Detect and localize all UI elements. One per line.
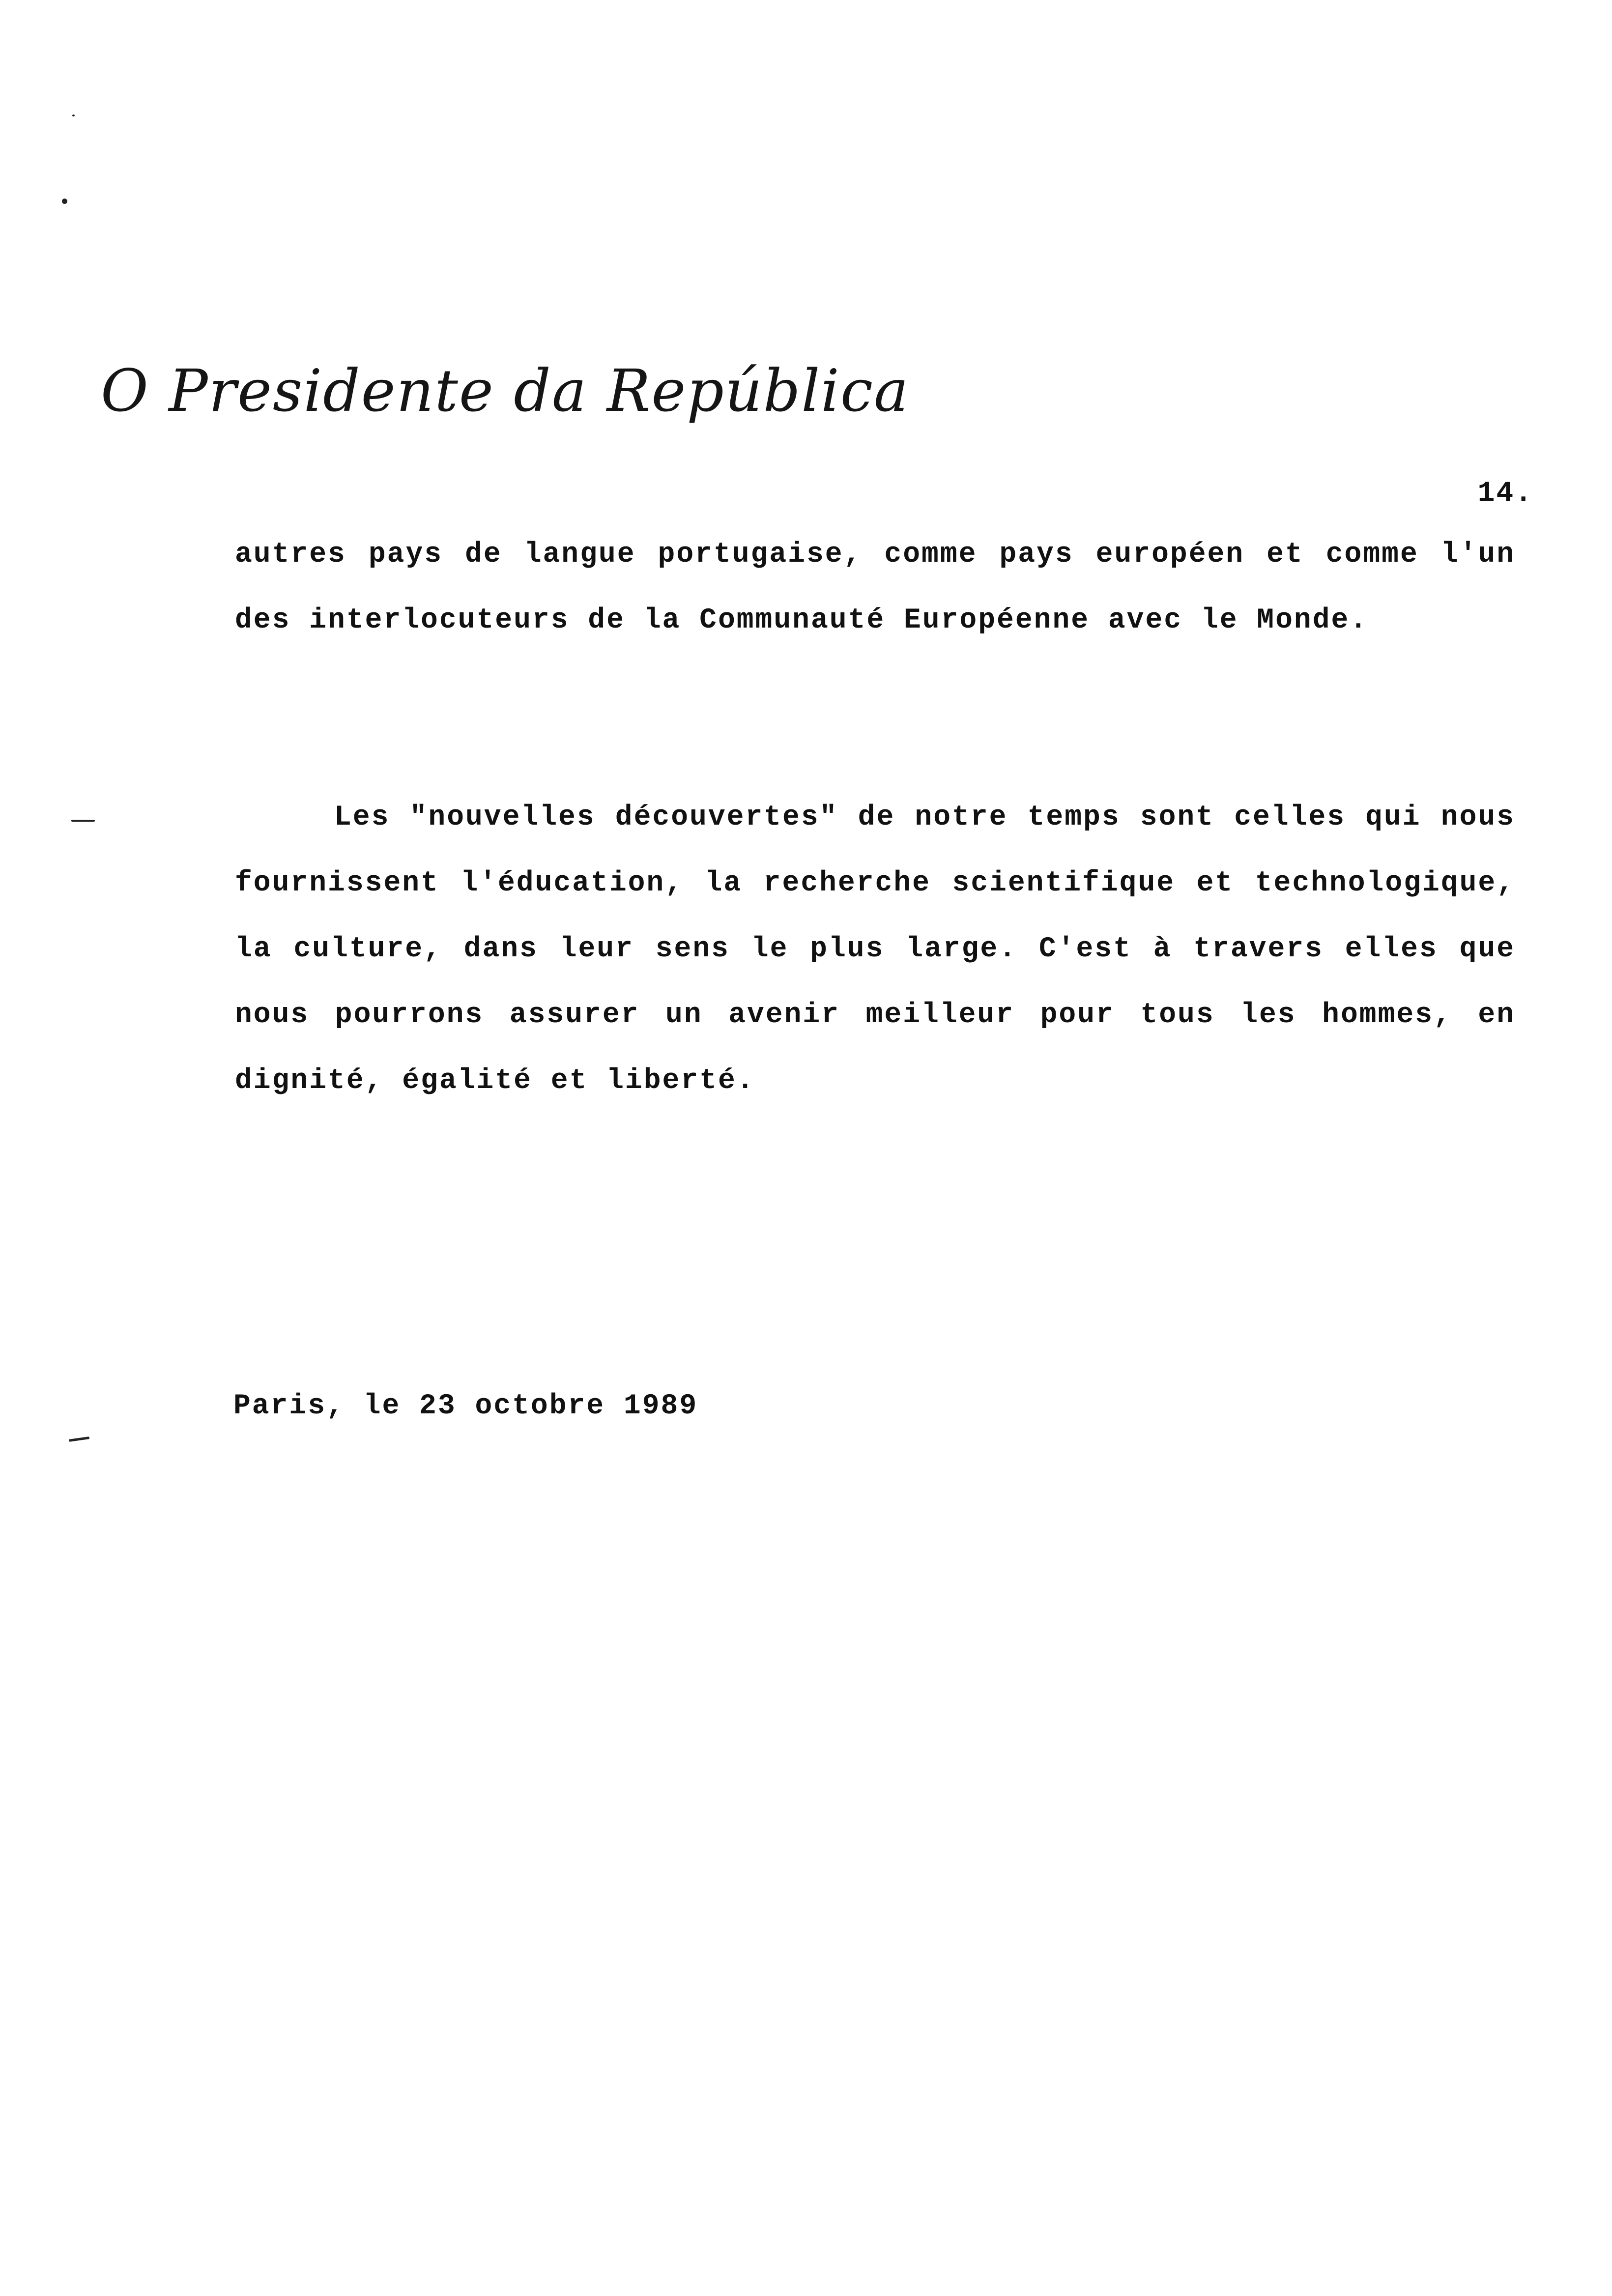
margin-mark [69,1436,89,1442]
letterhead-script: O Presidente da República [101,357,910,425]
paragraph-2: Les "nouvelles découvertes" de notre temps sont celles qui nous fournissent l'éducation, la recherche scientifique et technologique, la culture, dans leur sens le plus large. C'est à travers elles que nous pourrons assurer un avenir meilleur pour tous les hommes, en dignité, égalité et liberté. [235,802,1515,1097]
paragraph-1: autres pays de langue portugaise, comme pays européen et comme l'un des interlocuteurs de la Communauté Européenne avec le Monde. [235,539,1515,636]
scan-speck [72,115,75,116]
scan-speck [62,199,67,204]
margin-mark [71,820,95,822]
page-number: 14. [1477,478,1533,510]
dateline: Paris, le 23 octobre 1989 [233,1390,698,1422]
